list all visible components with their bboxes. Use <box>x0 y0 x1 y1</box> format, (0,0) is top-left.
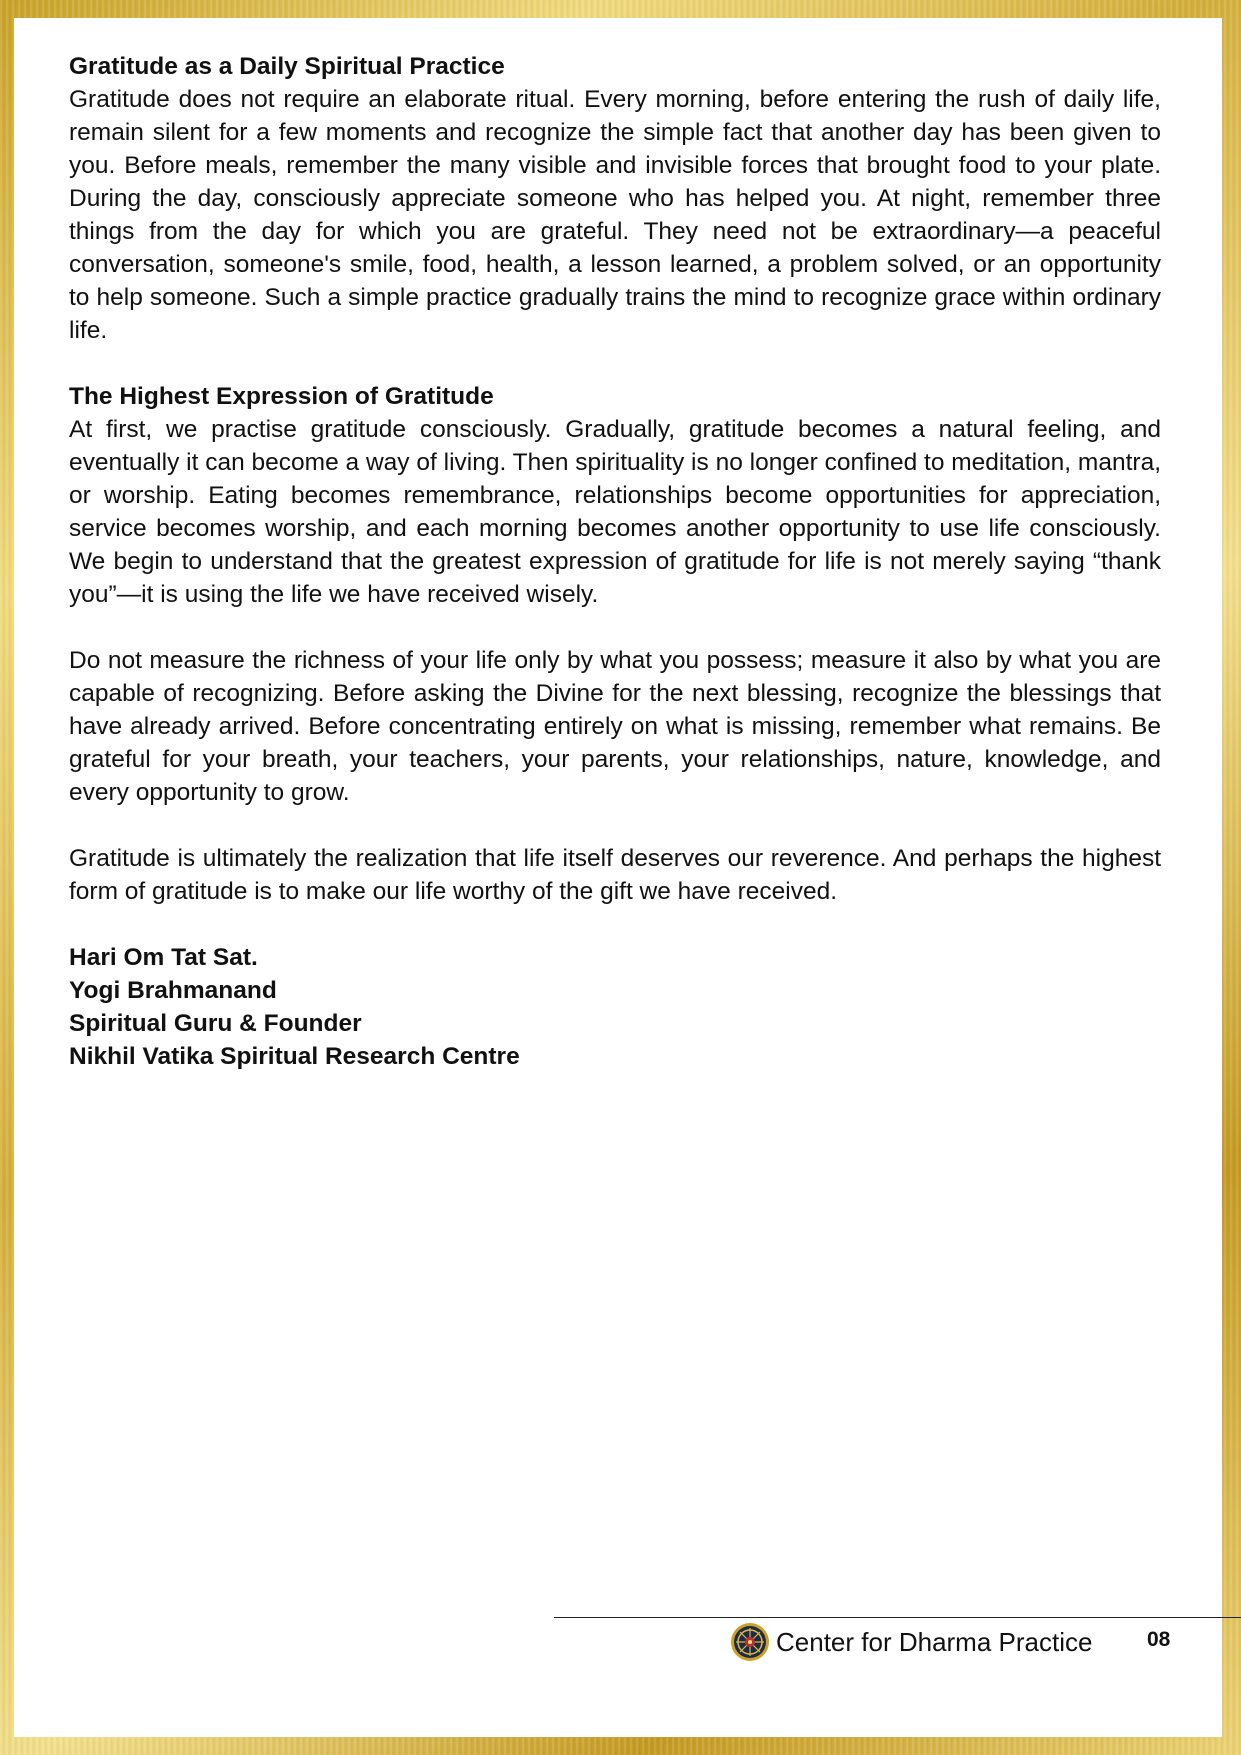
footer-divider <box>554 1617 1241 1618</box>
signature-closing: Hari Om Tat Sat. <box>69 944 258 971</box>
footer-brand <box>730 1622 1092 1662</box>
paragraph-highest-expression: At first, we practise gratitude consciously. Gradually, gratitude becomes a natural feeling, and eventually it can become a way of living. Then spirituality is no longer confined to meditation, mantra, or worship. Eating becomes remembrance, relationships become opportunities for appreciation, service becomes worship, and each morning becomes another opportunity to use life consciously. We begin to understand that the greatest expression of gratitude for life is not merely saying “thank you”—it is using the life we have received wisely. <box>69 416 1161 608</box>
signature-organization: Nikhil Vatika Spiritual Research Centre <box>69 1043 520 1070</box>
spacer <box>69 809 1161 842</box>
spacer <box>69 611 1161 644</box>
signature-title: Spiritual Guru & Founder <box>69 1010 362 1037</box>
paragraph-daily-practice: Gratitude does not require an elaborate ritual. Every morning, before entering the rush of daily life, remain silent for a few moments and recognize the simple fact that another day has been given to you. Before meals, remember the many visible and invisible forces that brought food to your plate. During the day, consciously appreciate someone who has helped you. At night, remember three things from the day for which you are grateful. They need not be extraordinary—a peaceful conversation, someone's smile, food, health, a lesson learned, a problem solved, or an opportunity to help someone. Such a simple practice gradually trains the mind to recognize grace within ordinary life. <box>69 86 1161 344</box>
article-body <box>69 50 1161 1073</box>
signature-name: Yogi Brahmanand <box>69 977 277 1004</box>
page-number: 08 <box>1147 1628 1171 1651</box>
spacer <box>69 908 1161 941</box>
section-heading-highest-expression: The Highest Expression of Gratitude <box>69 383 494 410</box>
spacer <box>69 347 1161 380</box>
signature-block <box>69 941 1161 1073</box>
footer-brand-text: Center for Dharma Practice <box>776 1627 1093 1657</box>
paragraph-richness: Do not measure the richness of your life only by what you possess; measure it also by what you are capable of recognizing. Before asking the Divine for the next blessing, recognize the blessings that have already arrived. Before concentrating entirely on what is missing, remember what remains. Be grateful for your breath, your teachers, your parents, your relationships, nature, knowledge, and every opportunity to grow. <box>69 647 1161 806</box>
section-heading-daily-practice: Gratitude as a Daily Spiritual Practice <box>69 53 505 80</box>
dharma-emblem-icon <box>730 1622 770 1662</box>
paragraph-reverence: Gratitude is ultimately the realization that life itself deserves our reverence. And perhaps the highest form of gratitude is to make our life worthy of the gift we have received. <box>69 845 1161 905</box>
